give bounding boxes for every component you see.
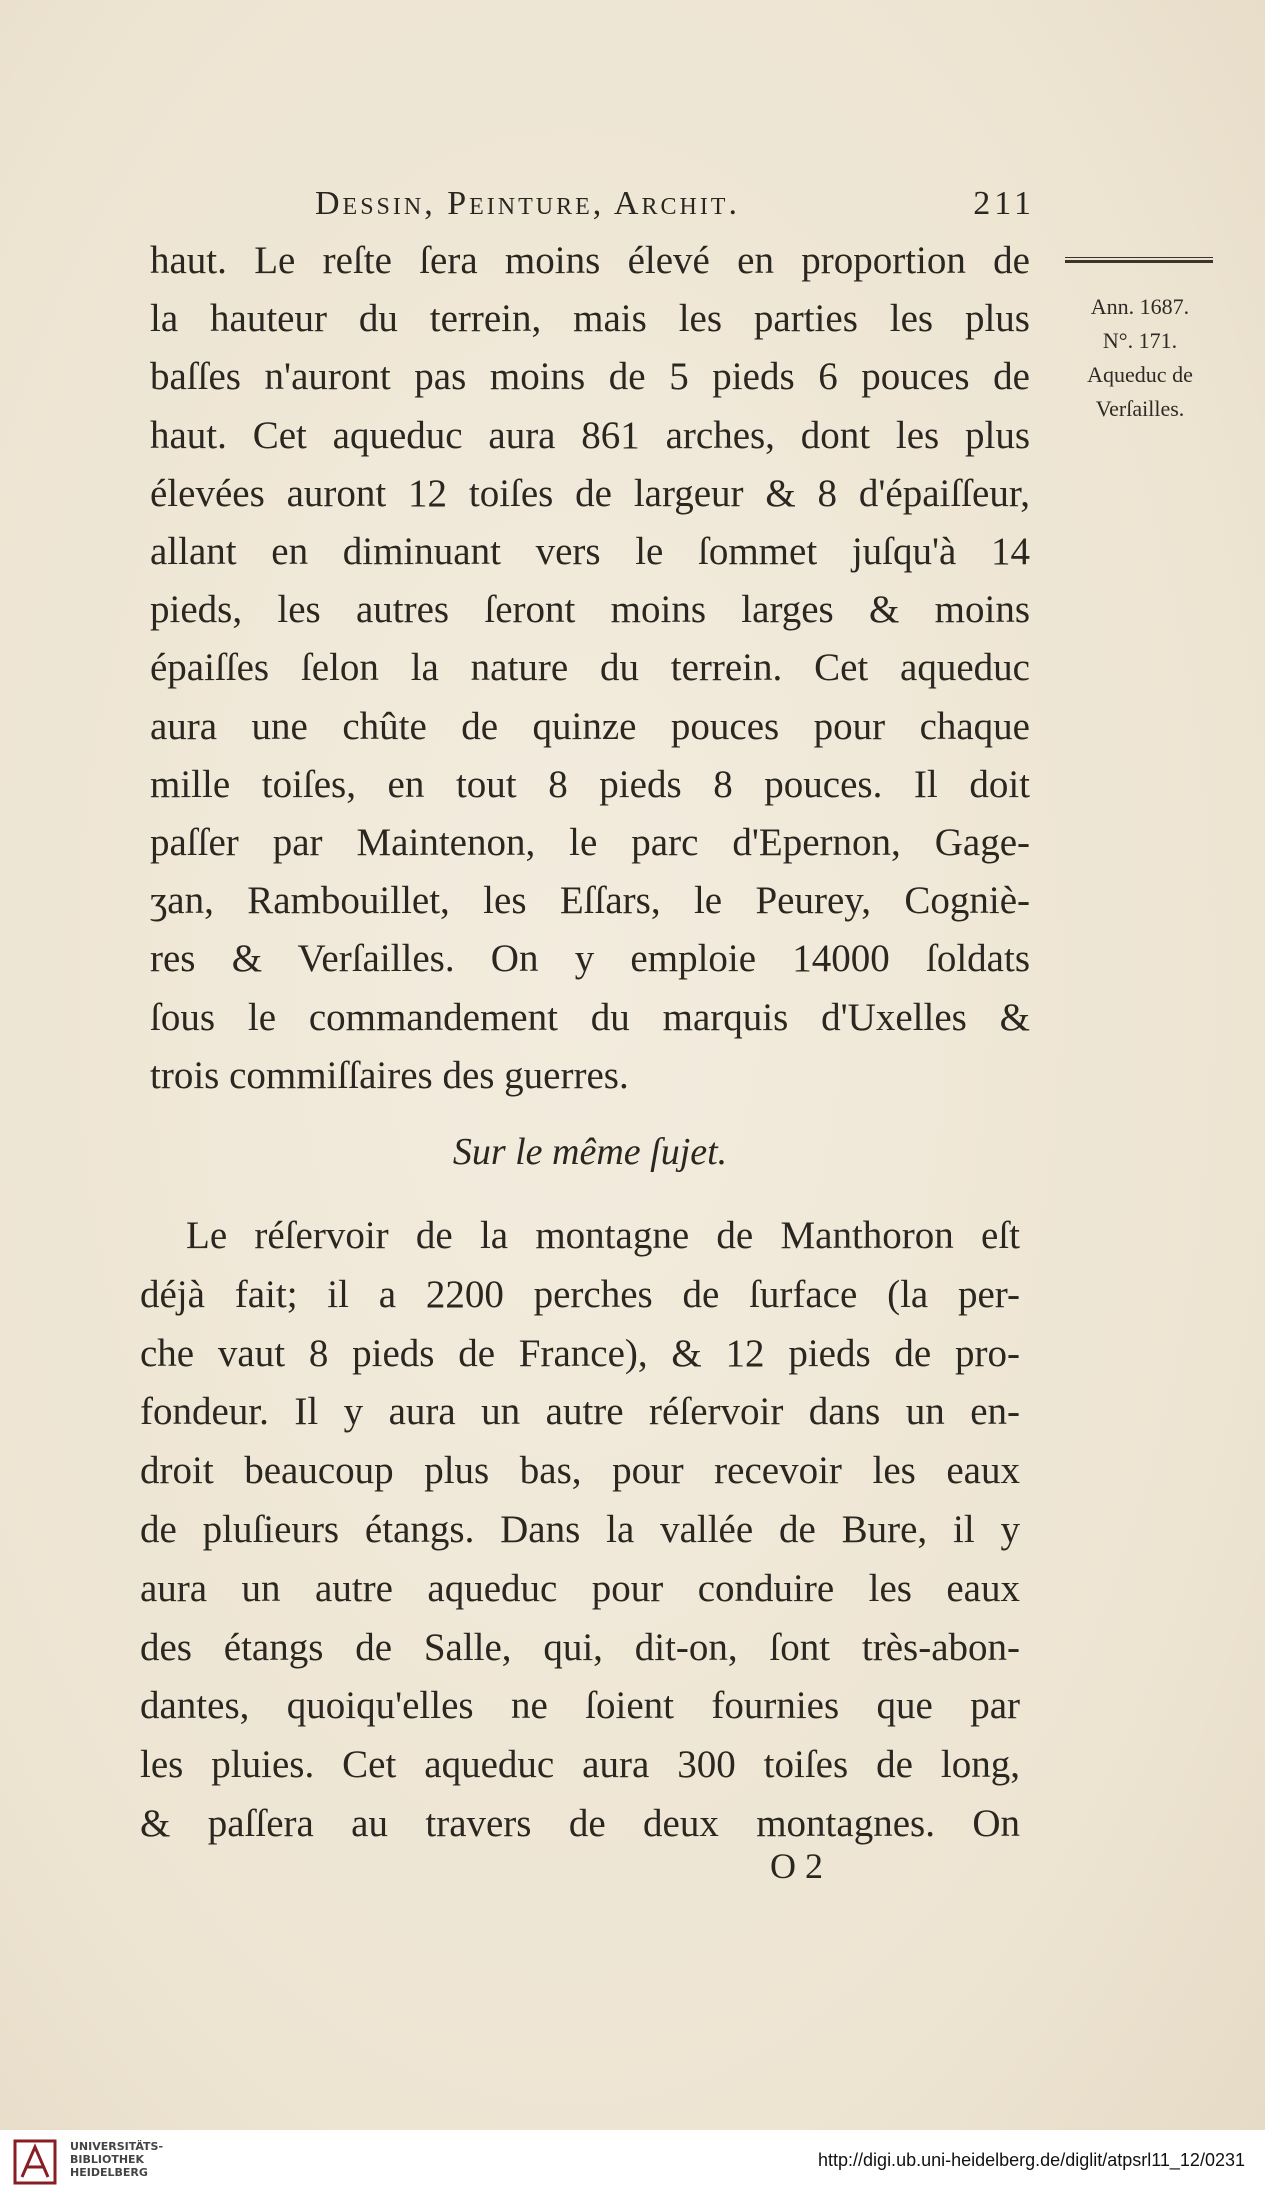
paragraph-1 [150,232,1030,1105]
text-line: épaiſſes ſelon la nature du terrein. Cet aqueduc [150,646,1030,690]
signature-mark: O 2 [770,1846,823,1886]
text-line: paſſer par Maintenon, le parc d'Epernon, Gage- [150,821,1030,865]
text-line: allant en diminuant vers le ſommet juſqu'à 14 [150,530,1030,574]
library-name-line: BIBLIOTHEK [70,2153,145,2166]
source-url-link[interactable]: http://digi.ub.uni-heidelberg.de/diglit/atpsrl11_12/0231 [818,2150,1245,2170]
text-line: che vaut 8 pieds de France), & 12 pieds de pro- [140,1331,1020,1375]
text-line: élevées auront 12 toiſes de largeur & 8 d'épaiſſeur, [150,471,1030,515]
margin-note-number: N°. 171. [1102,328,1178,353]
library-name-line: UNIVERSITÄTS- [70,2140,164,2153]
text-line: Le réſervoir de la montagne de Manthoron eſt [186,1214,1020,1257]
text-line: ʒan, Rambouillet, les Eſſars, le Peurey, Cogniè- [150,879,1030,923]
margin-note-subject: Aqueduc de [1087,362,1193,387]
library-logo-icon [12,2137,58,2187]
library-name-line: HEIDELBERG [70,2166,148,2179]
text-line: déjà fait; il a 2200 perches de ſurface (la per- [140,1272,1020,1316]
text-line: mille toiſes, en tout 8 pieds 8 pouces. Il doit [150,762,1030,806]
text-line: res & Verſailles. On y emploie 14000 ſoldats [150,937,1030,981]
margin-note-year: Ann. 1687. [1090,294,1190,319]
text-line: & paſſera au travers de deux montagnes. On [140,1801,1020,1845]
text-line: des étangs de Salle, qui, dit-on, ſont très-abon- [140,1625,1020,1669]
text-line: dantes, quoiqu'elles ne ſoient fournies que par [140,1684,1020,1728]
margin-rule [1065,257,1213,263]
text-line: fondeur. Il y aura un autre réſervoir dans un en- [140,1390,1020,1434]
text-line: pieds, les autres ſeront moins larges & moins [150,588,1030,632]
running-title: Dessin, Peinture, Archit. [315,185,740,222]
page-number: 211 [973,185,1035,222]
text-line: aura une chûte de quinze pouces pour chaque [150,704,1030,748]
paragraph-2 [140,1207,1020,1854]
text-line: haut. Cet aqueduc aura 861 arches, dont les plus [150,413,1030,457]
text-line: de pluſieurs étangs. Dans la vallée de Bure, il y [140,1507,1020,1551]
text-line: baſſes n'auront pas moins de 5 pieds 6 pouces de [150,355,1030,399]
library-name [70,2140,163,2179]
text-line: ſous le commandement du marquis d'Uxelles & [150,995,1030,1039]
text-line: aura un autre aqueduc pour conduire les eaux [140,1566,1020,1610]
margin-note-subject: Verſailles. [1095,396,1185,421]
text-line: haut. Le reſte ſera moins élevé en proportion de [150,239,1030,282]
margin-note [1055,290,1225,426]
page-header [315,185,1035,235]
text-line: les pluies. Cet aqueduc aura 300 toiſes de long, [140,1743,1020,1787]
text-line: trois commiſſaires des guerres. [150,1053,629,1097]
section-title: Sur le même ſujet. [452,1131,728,1173]
text-line: la hauteur du terrein, mais les parties les plus [150,297,1030,341]
text-line: droit beaucoup plus bas, pour recevoir les eaux [140,1449,1020,1493]
